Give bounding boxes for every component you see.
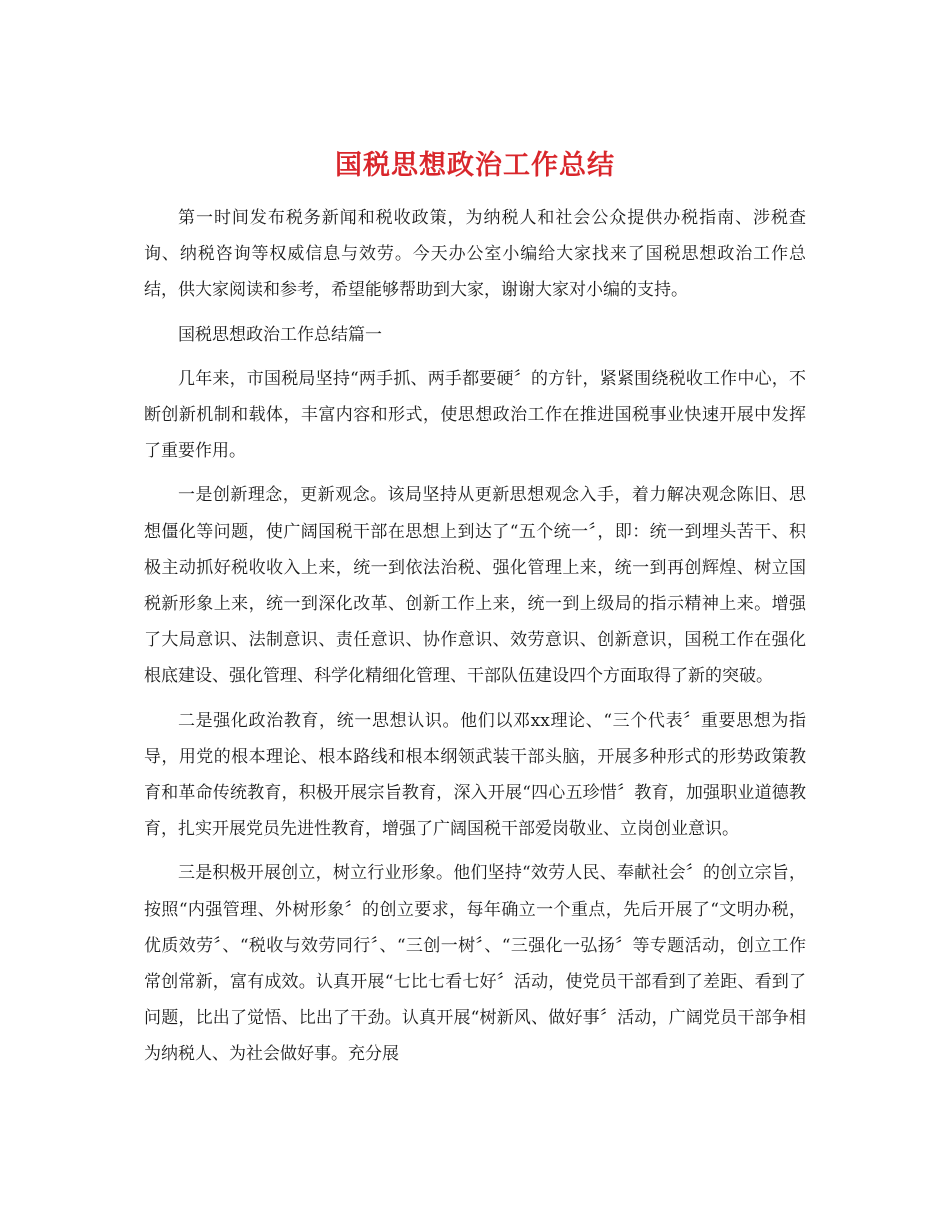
intro-paragraph: 第一时间发布税务新闻和税收政策，为纳税人和社会公众提供办税指南、涉税查询、纳税咨询等权威信息与效劳。今天办公室小编给大家找来了国税思想政治工作总结，供大家阅读和参考，希望能够帮助到大家，谢谢大家对小编的支持。 [144,208,806,301]
body-paragraph: 二是强化政治教育，统一思想认识。他们以邓xx理论、“三个代表〞重要思想为指导，用党的根本理论、根本路线和根本纲领武装干部头脑，开展多种形式的形势政策教育和革命传统教育，积极开展宗旨教育，深入开展“四心五珍惜〞教育，加强职业道德教育，扎实开展党员先进性教育，增强了广阔国税干部爱岗敬业、立岗创业意识。 [144,710,806,840]
body-paragraph: 三是积极开展创立，树立行业形象。他们坚持“效劳人民、奉献社会〞的创立宗旨，按照“内强管理、外树形象〞的创立要求，每年确立一个重点，先后开展了“文明办税，优质效劳〞、“税收与效劳同行〞、“三创一树〞、“三强化一弘扬〞等专题活动，创立工作常创常新，富有成效。认真开展“七比七看七好〞活动，使党员干部看到了差距、看到了问题，比出了觉悟、比出了干劲。认真开展“树新风、做好事〞活动，广阔党员干部争相为纳税人、为社会做好事。充分展 [144,863,806,1065]
body-paragraph: 一是创新理念，更新观念。该局坚持从更新思想观念入手，着力解决观念陈旧、思想僵化等问题，使广阔国税干部在思想上到达了“五个统一〞，即：统一到埋头苦干、积极主动抓好税收收入上来，统一到依法治税、强化管理上来，统一到再创辉煌、树立国税新形象上来，统一到深化改革、创新工作上来，统一到上级局的指示精神上来。增强了大局意识、法制意识、责任意识、协作意识、效劳意识、创新意识，国税工作在强化根底建设、强化管理、科学化精细化管理、干部队伍建设四个方面取得了新的突破。 [144,485,806,687]
section-heading: 国税思想政治工作总结篇一 [178,324,382,345]
page-title: 国税思想政治工作总结 [335,150,615,182]
body-paragraph: 几年来，市国税局坚持“两手抓、两手都要硬〞的方针，紧紧围绕税收工作中心，不断创新机制和载体，丰富内容和形式，使思想政治工作在推进国税事业快速开展中发挥了重要作用。 [144,368,806,462]
document-body [144,200,806,1081]
